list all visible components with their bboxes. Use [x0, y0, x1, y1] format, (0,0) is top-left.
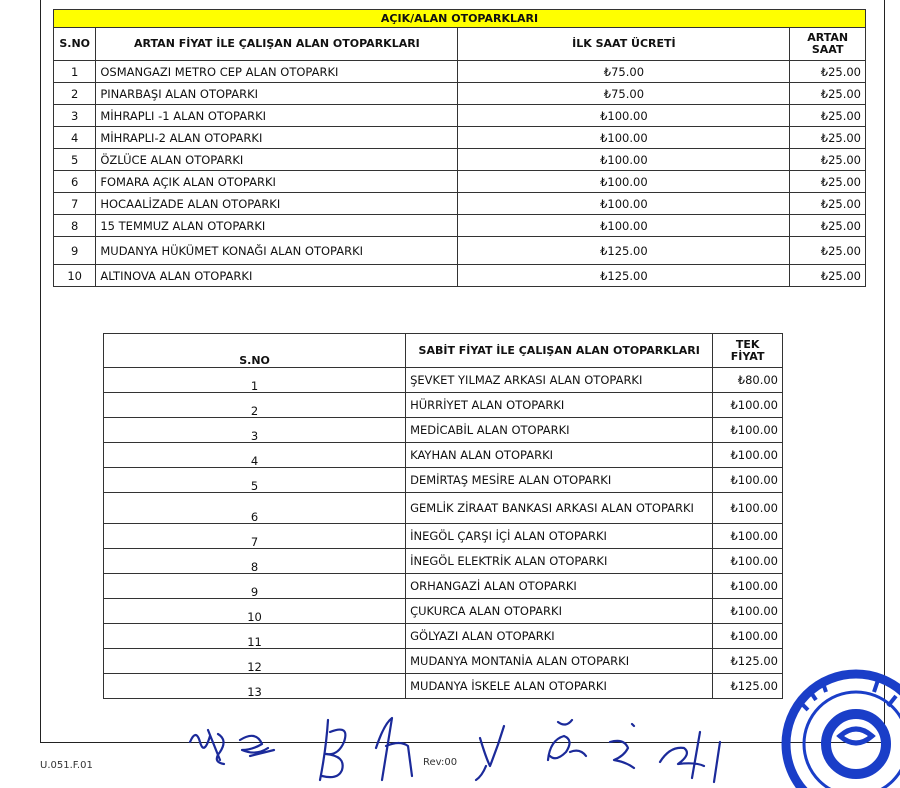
row-price: ₺100.00	[713, 443, 783, 468]
row-name: MUDANYA MONTANİA ALAN OTOPARKI	[406, 649, 713, 674]
table-row	[104, 574, 783, 599]
row-name: MUDANYA İSKELE ALAN OTOPARKI	[406, 674, 713, 699]
row-no: 4	[104, 443, 406, 468]
row-first-price: ₺125.00	[458, 237, 790, 265]
row-next-price: ₺25.00	[790, 127, 866, 149]
table-row	[104, 468, 783, 493]
table-title: AÇIK/ALAN OTOPARKLARI	[54, 10, 866, 28]
row-name: MUDANYA HÜKÜMET KONAĞI ALAN OTOPARKI	[96, 237, 458, 265]
row-first-price: ₺100.00	[458, 215, 790, 237]
revision-label: Rev:00	[423, 757, 458, 768]
table-row	[54, 127, 866, 149]
table-row	[54, 215, 866, 237]
row-no: 1	[54, 61, 96, 83]
row-first-price: ₺100.00	[458, 171, 790, 193]
fixed-price-parking-table	[103, 333, 783, 699]
row-no: 10	[104, 599, 406, 624]
row-price: ₺80.00	[713, 368, 783, 393]
row-no: 13	[104, 674, 406, 699]
row-next-price: ₺25.00	[790, 61, 866, 83]
row-name: PINARBAŞI ALAN OTOPARKI	[96, 83, 458, 105]
row-next-price: ₺25.00	[790, 171, 866, 193]
row-name: HÜRRİYET ALAN OTOPARKI	[406, 393, 713, 418]
row-first-price: ₺100.00	[458, 149, 790, 171]
table-row	[104, 418, 783, 443]
row-no: 3	[54, 105, 96, 127]
row-name: İNEGÖL ÇARŞI İÇİ ALAN OTOPARKI	[406, 524, 713, 549]
header-next-hour: ARTAN SAAT	[790, 28, 866, 61]
row-name: İNEGÖL ELEKTRİK ALAN OTOPARKI	[406, 549, 713, 574]
table-row	[104, 368, 783, 393]
row-name: 15 TEMMUZ ALAN OTOPARKI	[96, 215, 458, 237]
row-price: ₺100.00	[713, 624, 783, 649]
table-row	[54, 193, 866, 215]
table-row	[54, 171, 866, 193]
row-no: 6	[104, 493, 406, 524]
row-no: 1	[104, 368, 406, 393]
open-parking-increasing-table	[53, 9, 866, 287]
row-no: 4	[54, 127, 96, 149]
row-no: 9	[104, 574, 406, 599]
row-no: 3	[104, 418, 406, 443]
header-sno: S.NO	[104, 334, 406, 368]
row-price: ₺100.00	[713, 468, 783, 493]
row-no: 5	[54, 149, 96, 171]
header-single-price: TEK FİYAT	[713, 334, 783, 368]
table-row	[54, 237, 866, 265]
row-name: MEDİCABİL ALAN OTOPARKI	[406, 418, 713, 443]
row-no: 7	[54, 193, 96, 215]
row-name: HOCAALİZADE ALAN OTOPARKI	[96, 193, 458, 215]
row-no: 9	[54, 237, 96, 265]
row-no: 2	[104, 393, 406, 418]
row-no: 7	[104, 524, 406, 549]
row-name: MİHRAPLI-2 ALAN OTOPARKI	[96, 127, 458, 149]
form-code: U.051.F.01	[40, 760, 93, 771]
header-sno: S.NO	[54, 28, 96, 61]
row-next-price: ₺25.00	[790, 149, 866, 171]
row-next-price: ₺25.00	[790, 193, 866, 215]
row-name: ÇUKURCA ALAN OTOPARKI	[406, 599, 713, 624]
row-name: MİHRAPLI -1 ALAN OTOPARKI	[96, 105, 458, 127]
table-row	[104, 599, 783, 624]
row-price: ₺125.00	[713, 649, 783, 674]
row-name: FOMARA AÇIK ALAN OTOPARKI	[96, 171, 458, 193]
table-row	[54, 105, 866, 127]
table-row	[54, 83, 866, 105]
row-name: ORHANGAZİ ALAN OTOPARKI	[406, 574, 713, 599]
row-first-price: ₺100.00	[458, 127, 790, 149]
table-row	[54, 265, 866, 287]
row-name: KAYHAN ALAN OTOPARKI	[406, 443, 713, 468]
row-price: ₺100.00	[713, 493, 783, 524]
table-row	[104, 493, 783, 524]
header-first-hour: İLK SAAT ÜCRETİ	[458, 28, 790, 61]
row-price: ₺100.00	[713, 418, 783, 443]
row-no: 2	[54, 83, 96, 105]
row-name: ALTINOVA ALAN OTOPARKI	[96, 265, 458, 287]
signatures-image	[180, 712, 770, 788]
row-first-price: ₺75.00	[458, 83, 790, 105]
table-row	[104, 443, 783, 468]
row-no: 8	[54, 215, 96, 237]
row-name: ÖZLÜCE ALAN OTOPARKI	[96, 149, 458, 171]
row-first-price: ₺125.00	[458, 265, 790, 287]
row-name: GEMLİK ZİRAAT BANKASI ARKASI ALAN OTOPARKI	[406, 493, 713, 524]
table-row	[104, 624, 783, 649]
row-price: ₺100.00	[713, 549, 783, 574]
row-name: ŞEVKET YILMAZ ARKASI ALAN OTOPARKI	[406, 368, 713, 393]
row-no: 10	[54, 265, 96, 287]
row-price: ₺100.00	[713, 524, 783, 549]
header-name: ARTAN FİYAT İLE ÇALIŞAN ALAN OTOPARKLARI	[96, 28, 458, 61]
row-price: ₺125.00	[713, 674, 783, 699]
row-first-price: ₺100.00	[458, 193, 790, 215]
row-next-price: ₺25.00	[790, 83, 866, 105]
row-no: 8	[104, 549, 406, 574]
row-no: 5	[104, 468, 406, 493]
row-no: 6	[54, 171, 96, 193]
row-next-price: ₺25.00	[790, 265, 866, 287]
row-first-price: ₺100.00	[458, 105, 790, 127]
row-price: ₺100.00	[713, 599, 783, 624]
official-seal-image	[778, 640, 900, 788]
table-row	[104, 549, 783, 574]
page-frame-right	[884, 0, 885, 742]
row-next-price: ₺25.00	[790, 215, 866, 237]
page-frame-left	[40, 0, 41, 742]
row-name: DEMİRTAŞ MESİRE ALAN OTOPARKI	[406, 468, 713, 493]
row-price: ₺100.00	[713, 574, 783, 599]
table-row	[54, 61, 866, 83]
table-row	[104, 393, 783, 418]
row-no: 12	[104, 649, 406, 674]
table-row	[104, 674, 783, 699]
table-row	[104, 524, 783, 549]
row-next-price: ₺25.00	[790, 237, 866, 265]
row-next-price: ₺25.00	[790, 105, 866, 127]
row-name: GÖLYAZI ALAN OTOPARKI	[406, 624, 713, 649]
row-name: OSMANGAZI METRO CEP ALAN OTOPARKI	[96, 61, 458, 83]
table-row	[54, 149, 866, 171]
header-name: SABİT FİYAT İLE ÇALIŞAN ALAN OTOPARKLARI	[406, 334, 713, 368]
row-first-price: ₺75.00	[458, 61, 790, 83]
table-row	[104, 649, 783, 674]
row-price: ₺100.00	[713, 393, 783, 418]
row-no: 11	[104, 624, 406, 649]
